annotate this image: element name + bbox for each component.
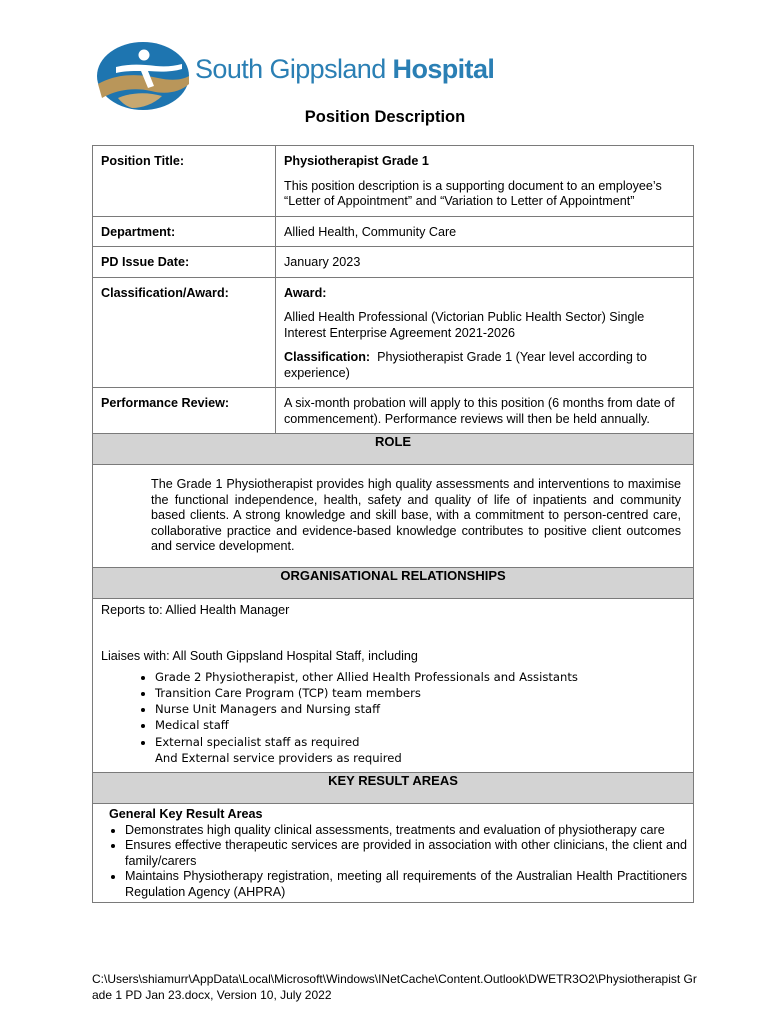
performance-value: A six-month probation will apply to this position (6 months from date of commencement). Performance reviews will then be held annually. bbox=[284, 396, 675, 426]
issue-date-value: January 2023 bbox=[284, 255, 361, 269]
position-description-table bbox=[92, 145, 694, 903]
kra-list bbox=[101, 823, 687, 901]
reports-to: Reports to: Allied Health Manager bbox=[101, 602, 290, 617]
org-heading: ORGANISATIONAL RELATIONSHIPS bbox=[93, 567, 694, 598]
department-value: Allied Health, Community Care bbox=[284, 224, 457, 239]
classification-heading: Classification: bbox=[284, 350, 371, 364]
list-item: • Grade 2 Physiotherapist, other Allied Health Professionals and Assistants bbox=[155, 669, 685, 685]
issue-date-label: PD Issue Date: bbox=[101, 255, 190, 269]
list-item: • Demonstrates high quality clinical assessments, treatments and evaluation of physiotherapy care bbox=[125, 823, 687, 839]
classification-text bbox=[284, 350, 685, 381]
award-value: Allied Health Professional (Victorian Public Health Sector) Single Interest Enterprise Agreement 2021-2026 bbox=[284, 310, 645, 340]
kra-row bbox=[93, 804, 694, 903]
list-item: • Medical staff bbox=[155, 717, 685, 733]
award-heading: Award: bbox=[284, 285, 327, 300]
position-title-note: This position description is a supporting document to an employee’s “Letter of Appointment” and “Variation to Letter of Appointment” bbox=[284, 178, 662, 208]
role-header-row bbox=[93, 434, 694, 465]
liaises-with: Liaises with: All South Gippsland Hospital Staff, including bbox=[101, 649, 418, 663]
list-item-extra: And External service providers as required bbox=[155, 750, 402, 765]
issue-date-row bbox=[93, 247, 694, 278]
org-row bbox=[93, 598, 694, 773]
list-item: • Transition Care Program (TCP) team members bbox=[155, 685, 685, 701]
org-header-row bbox=[93, 567, 694, 598]
role-text: The Grade 1 Physiotherapist provides high quality assessments and interventions to maximise the functional independence, health, safety and quality of life of inpatients and community based clients. A strong knowledge and skill base, with a commitment to person-centred care, collaborative practice and evidence-based knowledge contributes to positive client outcomes and service development. bbox=[151, 477, 681, 553]
list-item: • Nurse Unit Managers and Nursing staff bbox=[155, 701, 685, 717]
hospital-logo bbox=[96, 40, 496, 112]
performance-row bbox=[93, 388, 694, 434]
department-row bbox=[93, 216, 694, 247]
position-title-value: Physiotherapist Grade 1 bbox=[284, 154, 429, 168]
department-label: Department: bbox=[101, 224, 176, 239]
performance-label: Performance Review: bbox=[101, 396, 230, 410]
kra-header-row bbox=[93, 773, 694, 804]
classification-value: Physiotherapist Grade 1 (Year level according to experience) bbox=[284, 350, 647, 380]
kra-heading: KEY RESULT AREAS bbox=[93, 773, 694, 804]
list-item: • Ensures effective therapeutic services are provided in association with other clinicians, the client and family/carers bbox=[125, 838, 687, 869]
kra-subheading: General Key Result Areas bbox=[109, 807, 263, 822]
position-title-row bbox=[93, 146, 694, 217]
position-title-label: Position Title: bbox=[101, 154, 185, 168]
logo-text: South Gippsland Hospital bbox=[195, 54, 495, 84]
classification-label: Classification/Award: bbox=[101, 285, 229, 300]
hospital-logo-icon bbox=[96, 40, 192, 112]
page-title: Position Description bbox=[304, 108, 466, 126]
footer-file-path: C:\Users\shiamurr\AppData\Local\Microsoft\Windows\INetCache\Content.Outlook\DWETR3O2\Physiotherapist Grade 1 PD Jan 23.docx, Version 10, July 2022 bbox=[92, 972, 697, 1002]
role-row bbox=[93, 465, 694, 568]
role-heading: ROLE bbox=[93, 434, 694, 465]
list-item: • External specialist staff as required bbox=[155, 734, 685, 750]
list-item: • Maintains Physiotherapy registration, meeting all requirements of the Australian Health Practitioners Regulation Agency (AHPRA) bbox=[125, 869, 687, 900]
classification-row bbox=[93, 277, 694, 388]
liaison-list bbox=[101, 669, 685, 767]
